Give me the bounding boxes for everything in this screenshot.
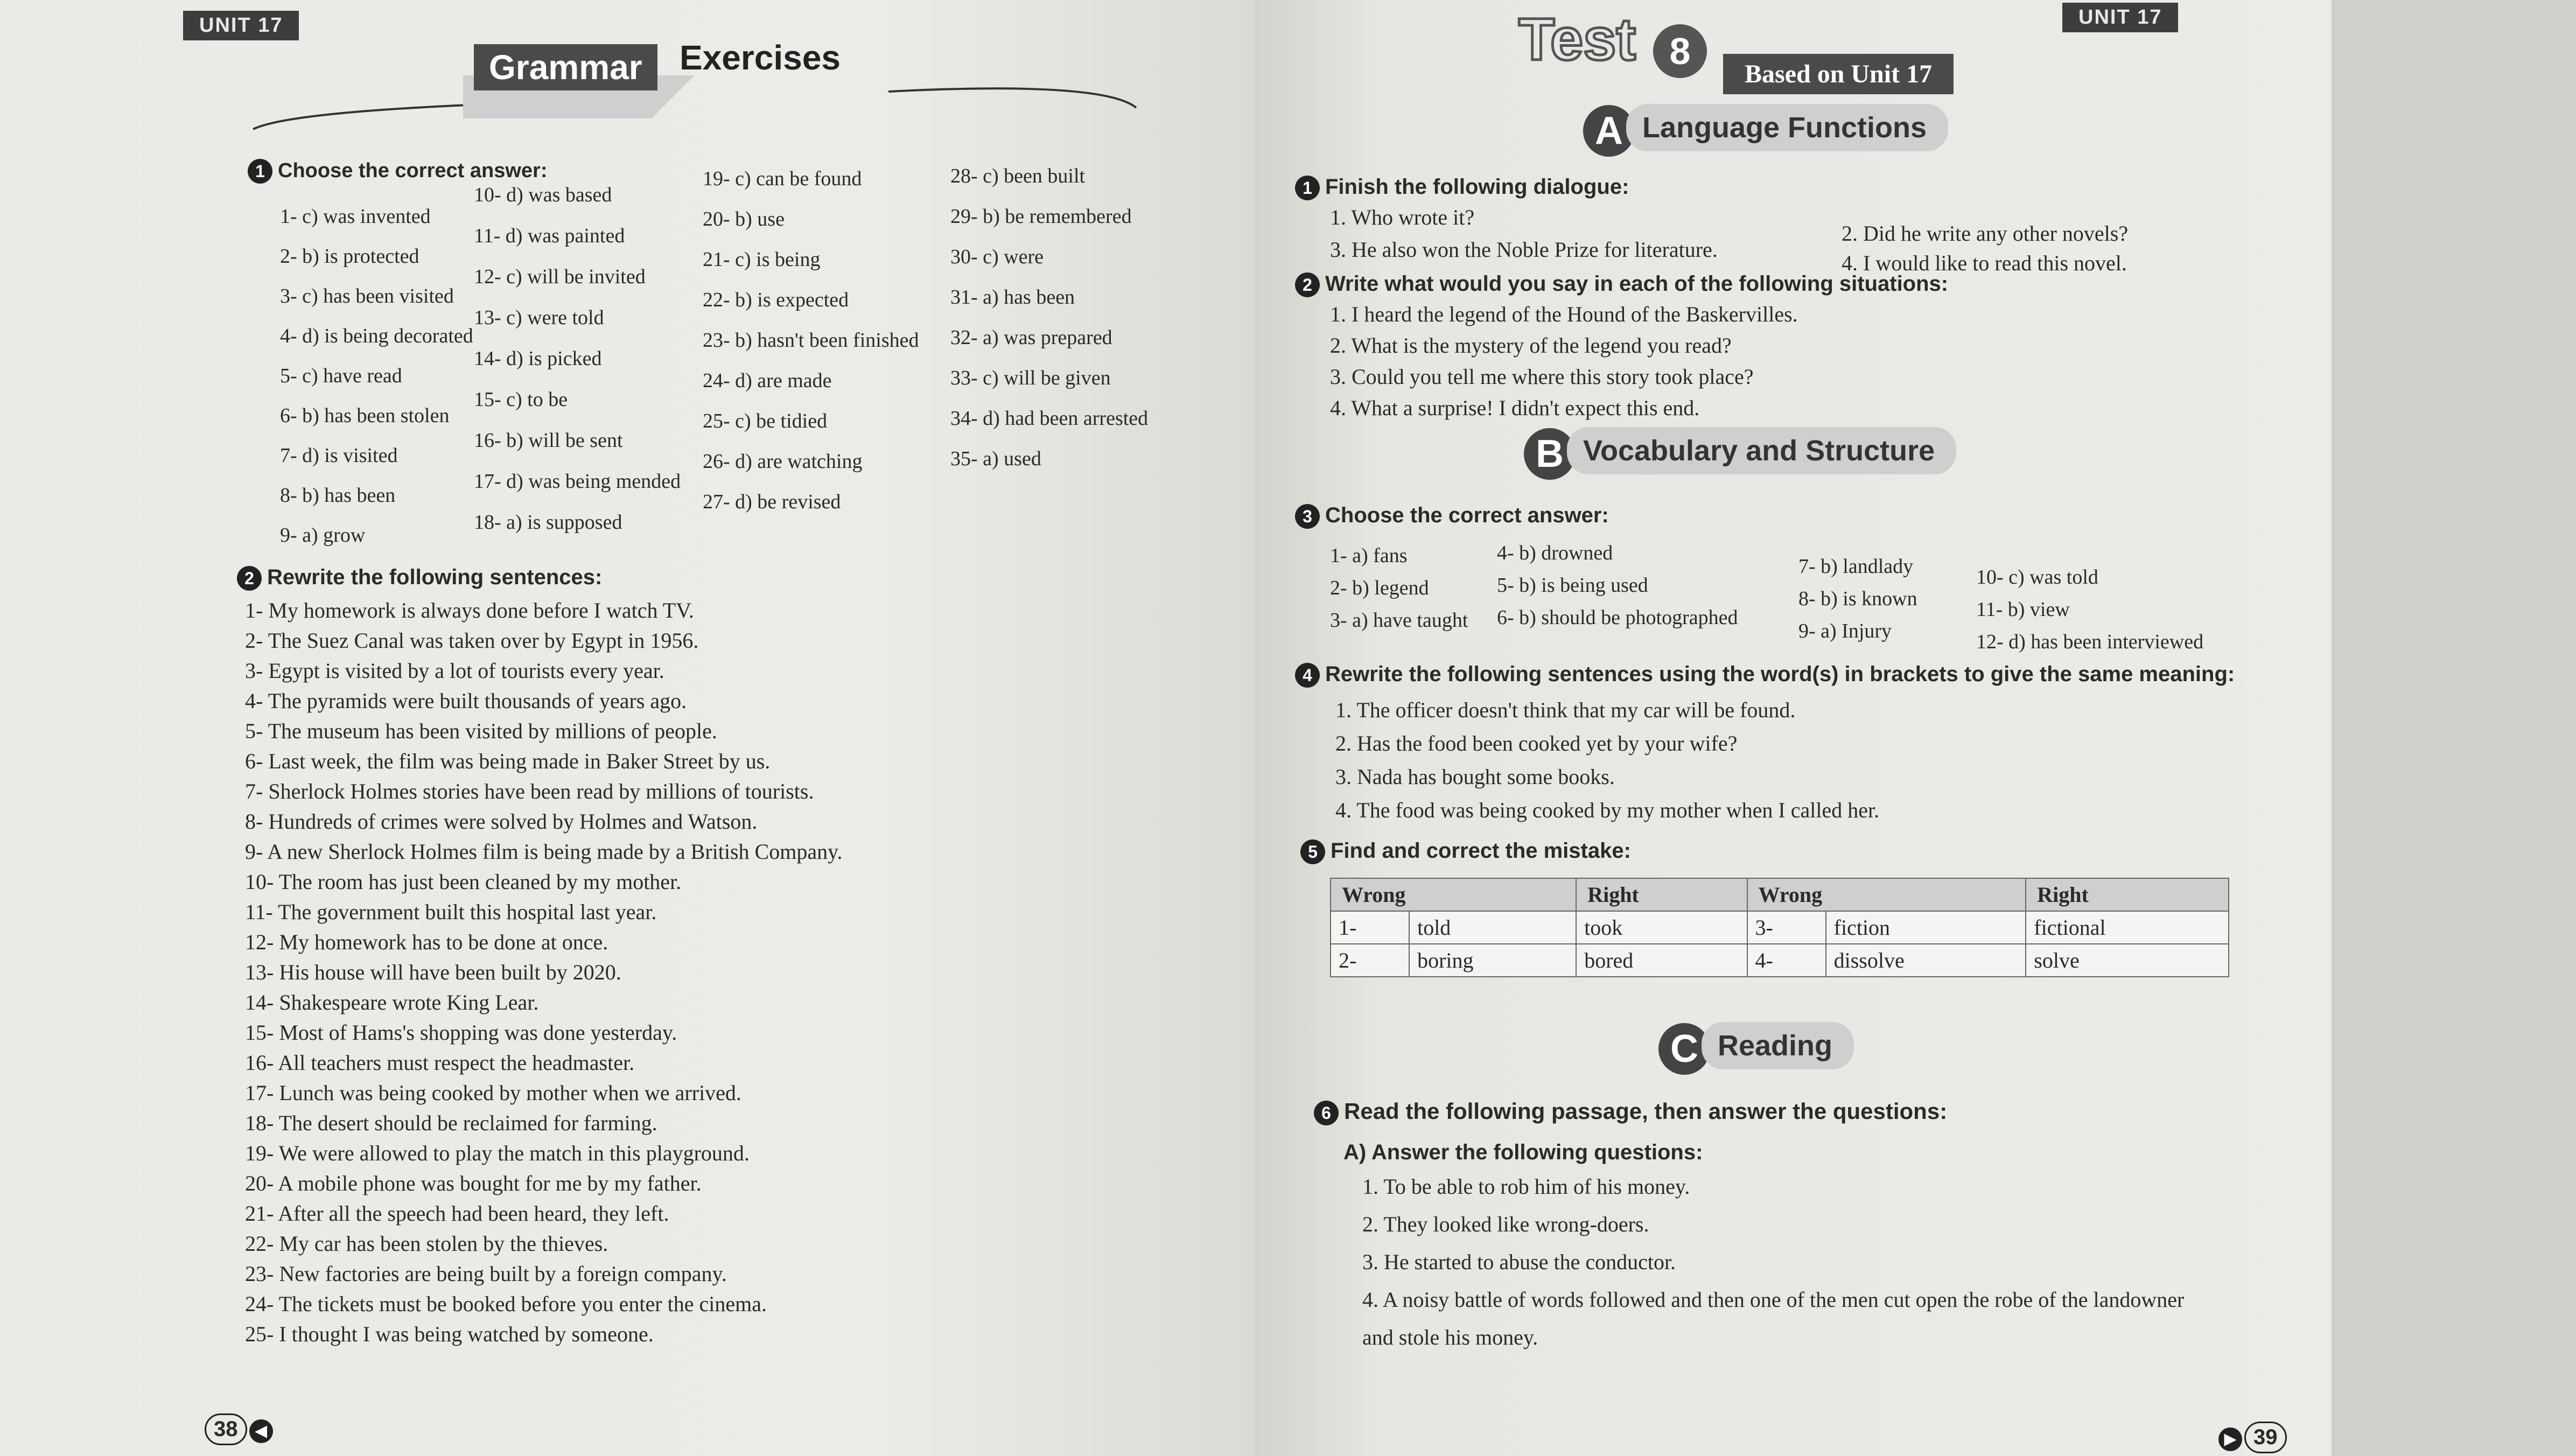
answer-item: 14- d) is picked <box>474 347 602 370</box>
rewrite-item: 2. Has the food been cooked yet by your wife? <box>1335 731 1738 755</box>
answer-item: 32- a) was prepared <box>950 326 1112 349</box>
cell: took <box>1576 911 1747 944</box>
answer-item: 31- a) has been <box>950 286 1075 309</box>
cell: bored <box>1576 944 1747 977</box>
sentence-item: 20- A mobile phone was bought for me by my father. <box>245 1171 702 1195</box>
r-ex3-column-4 <box>1976 565 2203 662</box>
answer-item: 19- c) can be found <box>703 167 862 190</box>
section-c-letter: C <box>1658 1023 1710 1075</box>
header-wrong-1: Wrong <box>1331 878 1576 911</box>
r-ex1-title: Finish the following dialogue: <box>1325 175 1629 199</box>
answer-item: 8- b) has been <box>280 484 396 507</box>
ex1-column-3 <box>703 167 919 530</box>
page-number: 39 <box>2244 1422 2287 1453</box>
page-number-left <box>205 1413 291 1446</box>
answer-item: 21- c) is being <box>703 248 821 271</box>
left-page <box>0 0 1255 1456</box>
answer-item: 12- d) has been interviewed <box>1976 631 2204 653</box>
sentence-item: 1- My homework is always done before I watch TV. <box>245 598 694 622</box>
r-ex4-list <box>1335 697 1879 831</box>
header-right-1: Right <box>1576 878 1747 911</box>
r-ex3-title: Choose the correct answer: <box>1325 503 1609 527</box>
answer-item: 3- c) has been visited <box>280 285 454 307</box>
ex2-sentence-list <box>245 598 843 1352</box>
ex1-column-1 <box>280 205 473 563</box>
ex1-title: Choose the correct answer: <box>278 159 548 182</box>
sentence-item: 16- All teachers must respect the headmaster. <box>245 1051 635 1075</box>
test-title: Test <box>1518 6 1636 73</box>
sentence-item: 18- The desert should be reclaimed for farming. <box>245 1111 657 1135</box>
r-ex4-heading <box>1295 662 2235 688</box>
r-ex5-title: Find and correct the mistake: <box>1331 839 1631 863</box>
sentence-item: 17- Lunch was being cooked by mother when we arrived. <box>245 1081 741 1105</box>
r-ex1-item-1: 1. Who wrote it? <box>1330 205 1475 229</box>
page-number-right <box>2218 1422 2287 1453</box>
cell: 2- <box>1331 944 1409 977</box>
reading-answer-item: 3. He started to abuse the conductor. <box>1362 1250 1676 1274</box>
sentence-item: 19- We were allowed to play the match in this playground. <box>245 1141 750 1165</box>
answer-item: 9- a) grow <box>280 524 366 547</box>
r-ex6-list <box>1362 1174 2184 1362</box>
sentence-item: 6- Last week, the film was being made in Baker Street by us. <box>245 749 771 773</box>
sentence-item: 21- After all the speech had been heard, they left. <box>245 1201 669 1226</box>
answer-item: 29- b) be remembered <box>950 205 1132 228</box>
ex2-title: Rewrite the following sentences: <box>267 565 603 589</box>
ex1-heading <box>248 159 547 184</box>
rewrite-item: 4. The food was being cooked by my mother when I called her. <box>1335 798 1880 822</box>
situation-item: 1. I heard the legend of the Hound of the Baskervilles. <box>1330 302 1798 326</box>
answer-item: 24- d) are made <box>703 369 832 392</box>
answer-item: 7- b) landlady <box>1798 555 1914 578</box>
sentence-item: 2- The Suez Canal was taken over by Egypt in 1956. <box>245 628 699 653</box>
answer-item: 16- b) will be sent <box>474 429 623 452</box>
answer-item: 2- b) legend <box>1330 577 1429 599</box>
cell: solve <box>2026 944 2229 977</box>
r-ex6-title: Read the following passage, then answer the questions: <box>1344 1098 1948 1124</box>
arrow-right-icon: ▶ <box>2218 1427 2242 1451</box>
answer-item: 22- b) is expected <box>703 289 849 311</box>
title-exercises: Exercises <box>680 38 841 77</box>
sentence-item: 13- His house will have been built by 2020. <box>245 960 621 984</box>
section-a-letter: A <box>1583 105 1635 157</box>
answer-item: 30- c) were <box>950 246 1044 268</box>
answer-item: 1- a) fans <box>1330 544 1408 567</box>
based-on-label: Based on Unit 17 <box>1723 54 1954 94</box>
cell: fiction <box>1826 911 2026 944</box>
answer-item: 8- b) is known <box>1798 587 1917 610</box>
ex1-column-4 <box>950 164 1148 487</box>
cell: dissolve <box>1826 944 2026 977</box>
sentence-item: 5- The museum has been visited by millions of people. <box>245 719 717 743</box>
answer-item: 11- b) view <box>1976 598 2070 621</box>
answer-item: 28- c) been built <box>950 165 1086 187</box>
r-ex6-subheading: A) Answer the following questions: <box>1343 1140 1703 1164</box>
situation-item: 4. What a surprise! I didn't expect this end. <box>1330 396 1700 420</box>
answer-item: 6- b) has been stolen <box>280 404 450 427</box>
header-wrong-2: Wrong <box>1747 878 2026 911</box>
answer-item: 26- d) are watching <box>703 450 863 473</box>
ex1-column-2 <box>474 183 681 551</box>
ex2-heading <box>237 565 602 591</box>
section-c-title: Reading <box>1702 1022 1854 1069</box>
r-ex4-title: Rewrite the following sentences using the word(s) in brackets to give the same meaning: <box>1325 662 2235 686</box>
r-ex5-number: 5 <box>1300 839 1325 864</box>
section-b-title: Vocabulary and Structure <box>1567 427 1956 474</box>
answer-item: 5- b) is being used <box>1497 574 1648 597</box>
r-ex2-list <box>1330 302 1798 426</box>
answer-item: 12- c) will be invited <box>474 265 646 288</box>
answer-item: 34- d) had been arrested <box>950 407 1149 430</box>
cell: fictional <box>2026 911 2229 944</box>
r-ex3-number: 3 <box>1295 504 1320 529</box>
ex1-number: 1 <box>248 159 272 184</box>
r-ex2-heading <box>1295 272 1948 297</box>
section-c-header <box>1658 1023 1865 1075</box>
rewrite-item: 1. The officer doesn't think that my car will be found. <box>1335 698 1796 722</box>
r-ex1-item-2: 2. Did he write any other novels? <box>1842 221 2129 246</box>
r-ex2-number: 2 <box>1295 272 1320 297</box>
answer-item: 4- b) drowned <box>1497 542 1613 564</box>
page-number: 38 <box>205 1413 247 1445</box>
sentence-item: 10- The room has just been cleaned by my mother. <box>245 870 682 894</box>
answer-item: 15- c) to be <box>474 388 568 411</box>
test-number: 8 <box>1653 24 1707 78</box>
table-header-row <box>1331 878 2229 911</box>
r-ex3-column-3 <box>1798 555 1917 652</box>
section-a-title: Language Functions <box>1626 104 1948 151</box>
reading-answer-item: and stole his money. <box>1362 1325 1538 1349</box>
sentence-item: 14- Shakespeare wrote King Lear. <box>245 990 539 1014</box>
unit-tab: UNIT 17 <box>183 11 299 40</box>
answer-item: 11- d) was painted <box>474 225 625 247</box>
sentence-item: 12- My homework has to be done at once. <box>245 930 608 954</box>
reading-answer-item: 1. To be able to rob him of his money. <box>1362 1174 1690 1199</box>
answer-item: 5- c) have read <box>280 365 402 387</box>
answer-item: 25- c) be tidied <box>703 410 828 432</box>
r-ex1-item-4: 4. I would like to read this novel. <box>1842 251 2127 275</box>
section-b-header <box>1524 428 1967 480</box>
cell: told <box>1409 911 1576 944</box>
answer-item: 1- c) was invented <box>280 205 431 228</box>
section-a-header <box>1583 105 1959 157</box>
reading-answer-item: 2. They looked like wrong-doers. <box>1362 1212 1649 1236</box>
answer-item: 27- d) be revised <box>703 491 841 513</box>
cell: 1- <box>1331 911 1409 944</box>
sentence-item: 25- I thought I was being watched by someone. <box>245 1322 654 1346</box>
sentence-item: 4- The pyramids were built thousands of years ago. <box>245 689 687 713</box>
answer-item: 2- b) is protected <box>280 245 419 268</box>
arrow-left-icon: ◀ <box>249 1419 273 1443</box>
cell: 3- <box>1747 911 1826 944</box>
sentence-item: 15- Most of Hams's shopping was done yesterday. <box>245 1020 677 1045</box>
sentence-item: 9- A new Sherlock Holmes film is being made by a British Company. <box>245 839 843 864</box>
mistakes-table <box>1330 878 2229 977</box>
sentence-item: 8- Hundreds of crimes were solved by Holmes and Watson. <box>245 809 758 834</box>
cell: 4- <box>1747 944 1826 977</box>
r-ex1-item-3: 3. He also won the Noble Prize for literature. <box>1330 237 1718 262</box>
sentence-item: 24- The tickets must be booked before you enter the cinema. <box>245 1292 767 1316</box>
answer-item: 9- a) Injury <box>1798 620 1892 642</box>
r-ex4-number: 4 <box>1295 663 1320 688</box>
ex2-number: 2 <box>237 566 262 591</box>
r-ex5-heading <box>1300 839 1631 864</box>
sentence-item: 3- Egypt is visited by a lot of tourists every year. <box>245 659 664 683</box>
r-ex3-heading <box>1295 503 1609 529</box>
section-b-letter: B <box>1524 428 1576 480</box>
unit-tab: UNIT 17 <box>2062 3 2178 32</box>
situation-item: 2. What is the mystery of the legend you read? <box>1330 333 1732 358</box>
answer-item: 7- d) is visited <box>280 444 398 467</box>
r-ex6-number: 6 <box>1314 1101 1339 1125</box>
cell: boring <box>1409 944 1576 977</box>
header-right-2: Right <box>2026 878 2229 911</box>
answer-item: 10- c) was told <box>1976 566 2098 589</box>
answer-item: 10- d) was based <box>474 184 612 206</box>
table-row <box>1331 944 2229 977</box>
situation-item: 3. Could you tell me where this story took place? <box>1330 365 1754 389</box>
title-grammar: Grammar <box>474 44 657 90</box>
answer-item: 18- a) is supposed <box>474 511 622 534</box>
answer-item: 35- a) used <box>950 447 1041 470</box>
answer-item: 13- c) were told <box>474 306 604 329</box>
answer-item: 33- c) will be given <box>950 367 1111 389</box>
answer-item: 3- a) have taught <box>1330 609 1468 632</box>
r-ex2-title: Write what would you say in each of the following situations: <box>1325 272 1949 296</box>
answer-item: 23- b) hasn't been finished <box>703 329 919 352</box>
reading-answer-item: 4. A noisy battle of words followed and then one of the men cut open the robe of the landowner <box>1362 1287 2185 1312</box>
sentence-item: 7- Sherlock Holmes stories have been read by millions of tourists. <box>245 779 814 803</box>
r-ex3-column-2 <box>1497 541 1738 638</box>
r-ex1-number: 1 <box>1295 176 1320 200</box>
answer-item: 4- d) is being decorated <box>280 325 473 347</box>
rewrite-item: 3. Nada has bought some books. <box>1335 765 1615 789</box>
r-ex3-column-1 <box>1330 544 1468 641</box>
sentence-item: 23- New factories are being built by a foreign company. <box>245 1262 727 1286</box>
right-page <box>1255 0 2332 1456</box>
answer-item: 6- b) should be photographed <box>1497 606 1738 629</box>
background-surface <box>2288 0 2576 1456</box>
r-ex6-heading <box>1314 1098 1947 1125</box>
r-ex1-heading <box>1295 175 1629 200</box>
answer-item: 20- b) use <box>703 208 785 230</box>
table-row <box>1331 911 2229 944</box>
answer-item: 17- d) was being mended <box>474 470 681 493</box>
sentence-item: 22- My car has been stolen by the thieves. <box>245 1231 608 1256</box>
sentence-item: 11- The government built this hospital last year. <box>245 900 657 924</box>
